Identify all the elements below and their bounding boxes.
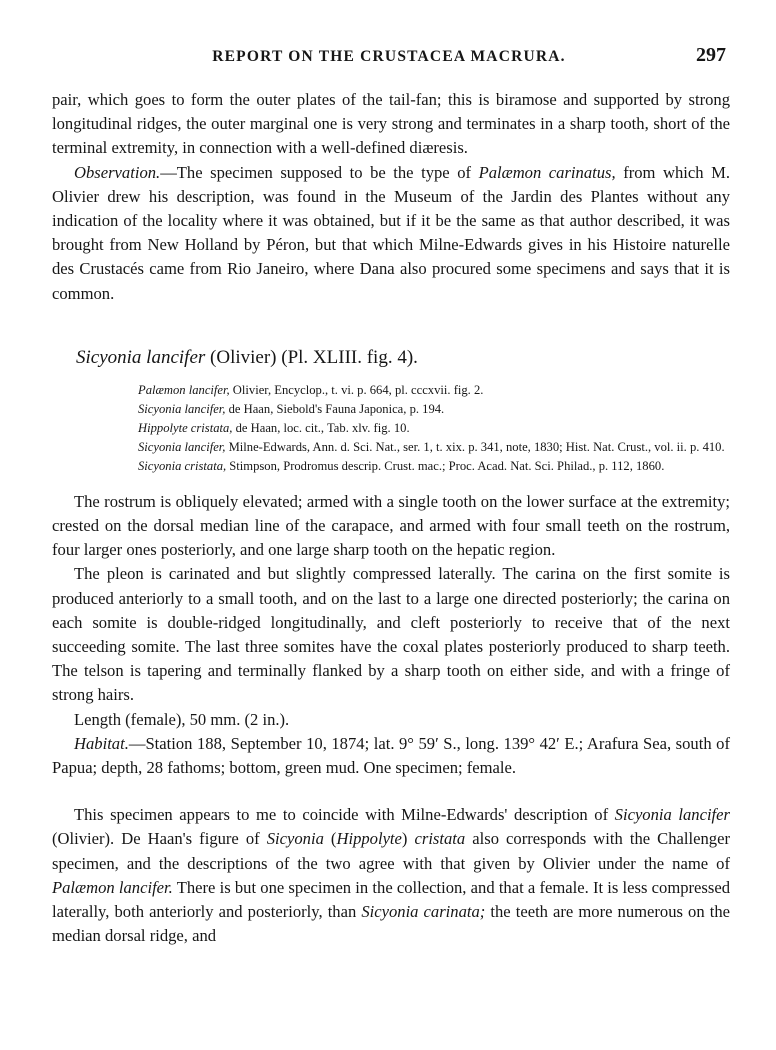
synonym-reference: Milne-Edwards, Ann. d. Sci. Nat., ser. 1, t. xix. p. 341, note, 1830; Hist. Nat. Crust., vol. ii. p. 410. [225,439,725,454]
closing-text: This specimen appears to me to coincide with Milne-Edwards' description of [74,805,615,825]
page-number: 297 [696,44,726,66]
closing-text: also corresponds with the Challenger specimen, and the descriptions of the two agree with that given by Olivier under the name of [52,829,730,873]
species-name: Sicyonia lancifer [76,346,206,368]
species-heading-rest: (Olivier) (Pl. XLIII. fig. 4). [205,346,418,368]
habitat-label: Habitat. [74,733,129,753]
synonymy-entry [138,419,730,438]
synonym-reference: de Haan, loc. cit., Tab. xlv. fig. 10. [232,420,410,435]
running-head-title: REPORT ON THE CRUSTACEA MACRURA. [212,48,566,65]
closing-species: Palæmon lancifer. [52,877,173,897]
pleon-paragraph: The pleon is carinated and but slightly compressed laterally. The carina on the first somite is produced anteriorly to a small tooth, and on the last to a large one directed posteriorly; the carina on each somite is double-ridged longitudinally, and cleft posteriorly to receive that of the next succeeding somite. The last three somites have the coxal plates posteriorly produced to sharp teeth. The telson is tapering and terminally flanked by a sharp tooth on either side, and with a fringe of strong hairs. [52,564,730,705]
synonymy-entry [138,400,730,419]
closing-species: Sicyonia carinata; [361,902,486,922]
closing-species: Sicyonia [266,829,324,849]
closing-paragraph [52,803,730,948]
synonym-name: Sicyonia cristata, [138,458,227,473]
rostrum-paragraph: The rostrum is obliquely elevated; armed with a single tooth on the lower surface at the extremity; crested on the dorsal median line of the carapace, and armed with four small teeth on the rostrum, four larger ones posteriorly, and one large sharp tooth on the hepatic region. [52,491,730,560]
closing-species: Hippolyte [336,829,402,849]
synonymy-entry [138,438,730,457]
synonym-name: Sicyonia lancifer, [138,401,226,416]
observation-paragraph [52,161,730,306]
closing-text: There is but one specimen in the collection, and that a female. It is less compressed laterally, both anteriorly and posteriorly, than [52,877,730,922]
synonym-name: Hippolyte cristata, [138,420,233,435]
observation-text-b: from which M. Olivier drew his description, was found in the Museum of the Jardin des Plantes without any indication of the locality where it was obtained, but if it be the same as that author described, it was brought from New Holland by Péron, but that which Milne-Edwards gives in his Histoire naturelle des Crustacés came from Rio Janeiro, where Dana also procured some specimens and says that it is common. [52,162,730,303]
intro-paragraph: pair, which goes to form the outer plates of the tail-fan; this is biramose and supported by strong longitudinal ridges, the outer marginal one is very strong and terminates in a sharp tooth, short of the terminal extremity, in connection with a well-defined diæresis. [52,90,730,158]
habitat-paragraph [52,732,730,780]
synonym-reference: Stimpson, Prodromus descrip. Crust. mac.; Proc. Acad. Nat. Sci. Philad., p. 112, 1860. [226,458,665,473]
body-text [52,88,730,948]
closing-text: the teeth are more numerous on the median dorsal ridge, and [52,902,730,946]
synonym-reference: de Haan, Siebold's Fauna Japonica, p. 194. [225,401,445,416]
synonymy-entry [138,457,730,476]
running-head [52,44,726,68]
species-heading [52,347,730,369]
closing-text: ) [401,829,415,849]
synonym-name: Sicyonia lancifer, [138,439,226,454]
observation-text-a: —The specimen supposed to be the type of [160,162,479,182]
species-description [52,490,730,780]
closing-species: cristata [414,829,466,849]
synonym-reference: Olivier, Encyclop., t. vi. p. 664, pl. cccxvii. fig. 2. [229,382,484,397]
habitat-text: —Station 188, September 10, 1874; lat. 9° 59′ S., long. 139° 42′ E.; Arafura Sea, south of Papua; depth, 28 fathoms; bottom, green mud. One specimen; female. [52,733,730,778]
closing-species: Sicyonia lancifer [614,805,730,825]
closing-text: (Olivier). De Haan's figure of [52,829,267,849]
synonym-name: Palæmon lancifer, [138,382,230,397]
synonymy-list [138,381,730,476]
closing-text: ( [323,829,337,849]
observation-species: Palæmon carinatus, [478,162,616,182]
synonymy-entry [138,381,730,400]
observation-label: Observation. [74,162,161,182]
length-line: Length (female), 50 mm. (2 in.). [74,709,290,729]
